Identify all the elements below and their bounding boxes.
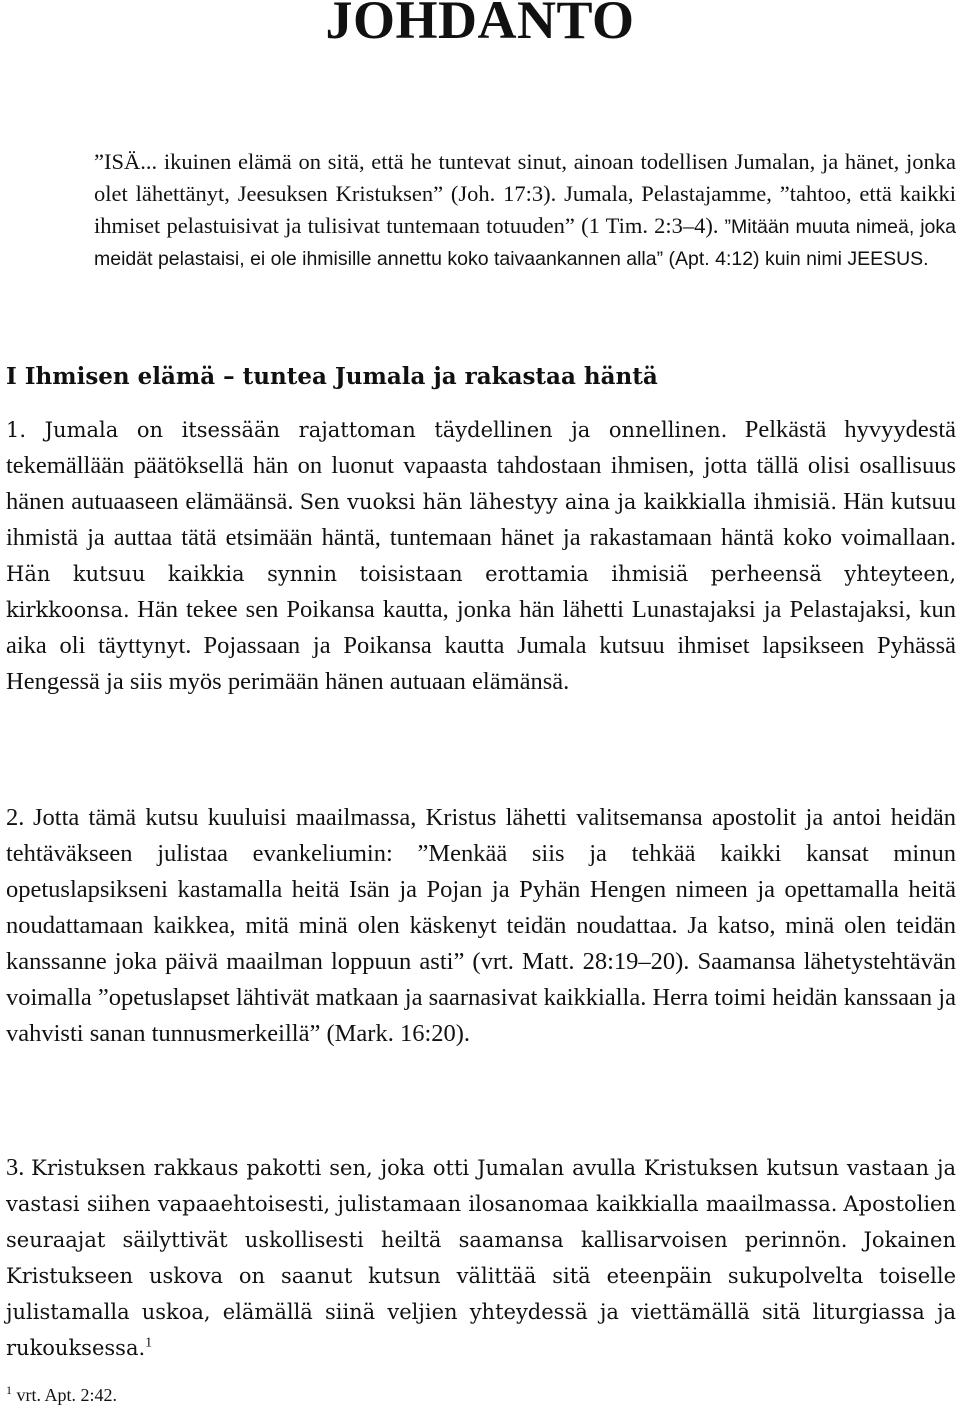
epigraph-quote-john: ”ISÄ... ikuinen elämä on sitä, että he tuntevat sinut, ainoan todellisen Jumalan, ja hänet, jonka olet lähettänyt, Jeesuksen Kristuksen” (Joh. 17:3). Jumala, Pelastajamme, ”tahtoo, että kaikki ihmiset pelastuisivat ja tulisivat tuntemaan totuuden” (1 Tim. 2:3–4).: [94, 149, 956, 238]
epigraph-quote-acts: ”Mitään muuta nimeä, joka meidät pelastaisi, ei ole ihmisille annettu koko taivaankannen alla” (Apt. 4:12) kuin nimi JEESUS.: [94, 216, 956, 270]
paragraph-2-number: 2.: [6, 804, 25, 831]
paragraph-1-sentence-3: Sen vuoksi hän lähestyy aina ja kaikkialla ihmisiä.: [299, 490, 838, 514]
paragraph-1-sentence-2: Pelkästä hyvyydestä tekemällään päätöksellä hän on luonut vapaasta tahdostaan ihmisen, jotta tällä olisi osallisuus hänen autuaaseen elämäänsä.: [6, 416, 956, 515]
paragraph-1-sentence-1: 1. Jumala on itsessään rajattoman täydellinen ja onnellinen.: [6, 418, 728, 442]
footnote-reference[interactable]: 1: [145, 1335, 153, 1351]
paragraph-1: [6, 412, 956, 700]
page-title: JOHDANTO: [325, 0, 635, 50]
paragraph-2: [6, 800, 956, 1052]
paragraph-3-number: 3.: [6, 1154, 25, 1181]
paragraph-2-body: Jotta tämä kutsu kuuluisi maailmassa, Kristus lähetti valitsemansa apostolit ja antoi heidän tehtäväkseen julistaa evankeliumin: ”Menkää siis ja tehkää kaikki kansat minun opetuslapsikseni kastamalla heitä Isän ja Pojan ja Pyhän Hengen nimeen ja opettamalla heitä noudattamaan kaikkea, mitä minä olen käskenyt teidän noudattaa. Ja katso, minä olen teidän kanssanne joka päivä maailman loppuun asti” (vrt. Matt. 28:19–20). Saamansa lähetystehtävän voimalla ”opetuslapset lähtivät matkaan ja saarnasivat kaikkialla. Herra toimi heidän kanssaan ja vahvisti sanan tunnusmerkeillä” (Mark. 16:20).: [6, 804, 957, 1047]
footnote-marker: 1: [6, 1383, 12, 1397]
paragraph-1-sentence-5: Hän kutsuu kaikkia synnin toisistaan erottamia ihmisiä perheensä yhteyteen, kirkkoonsa.: [6, 562, 956, 622]
paragraph-1-sentence-7: Pojassaan ja Poikansa kautta Jumala kutsuu ihmiset lapsikseen Pyhässä Hengessä ja siis myös perimään hänen autuaan elämänsä.: [6, 632, 956, 695]
paragraph-3-sentence-1: Kristuksen rakkaus pakotti sen, joka otti Jumalan avulla Kristuksen kutsun vastaan ja vastasi siihen vapaaehtoisesti, julistamaan ilosanomaa kaikkialla maailmassa.: [6, 1156, 957, 1216]
paragraph-1-sentence-6: Hän tekee sen Poikansa kautta, jonka hän lähetti Lunastajaksi ja Pelastajaksi, kun aika oli täyttynyt.: [6, 596, 957, 659]
epigraph: [94, 146, 956, 275]
paragraph-1-sentence-4: Hän kutsuu ihmistä ja auttaa tätä etsimään häntä, tuntemaan hänet ja rakastamaan häntä koko voimallaan.: [6, 488, 956, 551]
footnote: [6, 1382, 117, 1408]
paragraph-3: [6, 1150, 956, 1366]
footnote-text: vrt. Apt. 2:42.: [12, 1385, 118, 1405]
paragraph-3-sentence-3: Jokainen Kristukseen uskova on saanut kutsun välittää sitä eteenpäin sukupolvelta toiselle julistamalla uskoa, elämällä siinä veljien yhteydessä ja viettämällä sitä liturgiassa ja rukouksessa.: [6, 1228, 957, 1360]
paragraph-3-sentence-2: Apostolien seuraajat säilyttivät uskollisesti heiltä saamansa kallisarvoisen perinnön.: [6, 1192, 956, 1252]
section-heading: I Ihmisen elämä – tuntea Jumala ja rakastaa häntä: [6, 363, 658, 390]
